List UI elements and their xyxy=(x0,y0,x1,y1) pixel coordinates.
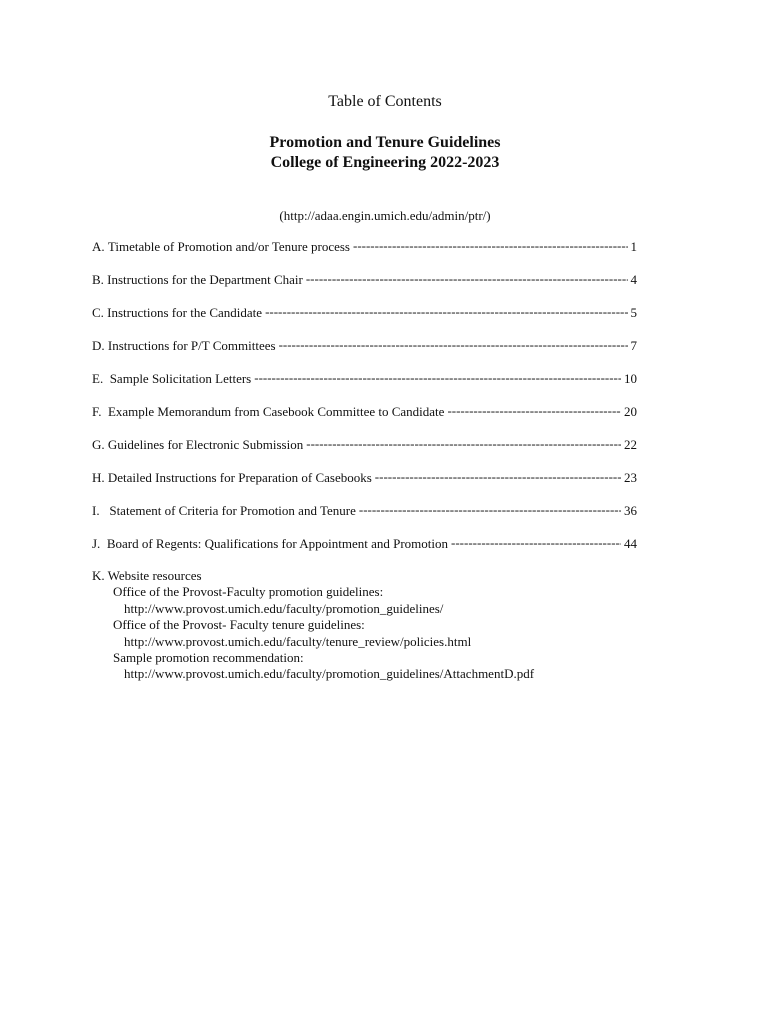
resource-promotion-guidelines-label: Office of the Provost-Faculty promotion guidelines: xyxy=(113,584,384,600)
toc-entry-page: 20 xyxy=(624,404,637,419)
toc-entry-e[interactable] xyxy=(92,370,637,403)
dot-leader xyxy=(306,436,621,449)
dot-leader xyxy=(265,304,627,317)
dot-leader xyxy=(254,370,621,383)
toc-entry-letter: F. xyxy=(92,404,102,419)
resource-tenure-guidelines-label: Office of the Provost- Faculty tenure guidelines: xyxy=(113,617,365,633)
toc-entry-page: 22 xyxy=(624,437,637,452)
toc-entry-letter: I. xyxy=(92,503,100,518)
toc-entry-f[interactable] xyxy=(92,403,637,436)
dot-leader xyxy=(447,403,621,416)
title-line-1: Promotion and Tenure Guidelines xyxy=(269,134,501,151)
guidelines-url: (http://adaa.engin.umich.edu/admin/ptr/) xyxy=(279,208,491,223)
toc-entry-i[interactable] xyxy=(92,502,637,535)
toc-entry-title: Guidelines for Electronic Submission xyxy=(107,437,304,452)
toc-entry-letter: C. xyxy=(92,305,104,320)
toc-entry-letter: J. xyxy=(92,536,101,551)
toc-entry-a[interactable] xyxy=(92,238,637,271)
resource-sample-recommendation-link[interactable]: http://www.provost.umich.edu/faculty/promotion_guidelines/AttachmentD.pdf xyxy=(124,666,535,682)
toc-entry-b[interactable] xyxy=(92,271,637,304)
dot-leader xyxy=(306,271,628,284)
toc-entry-letter: H. xyxy=(92,470,105,485)
toc-entry-letter: D. xyxy=(92,338,105,353)
toc-entry-letter: G. xyxy=(92,437,105,452)
resource-sample-recommendation-label: Sample promotion recommendation: xyxy=(113,650,304,666)
toc-entry-g[interactable] xyxy=(92,436,637,469)
website-resources xyxy=(92,568,534,683)
toc-entry-title: Timetable of Promotion and/or Tenure process xyxy=(107,239,350,254)
dot-leader xyxy=(359,502,621,515)
toc-entry-page: 10 xyxy=(624,371,637,386)
toc-entry-letter: B. xyxy=(92,272,104,287)
toc-entry-page: 36 xyxy=(624,503,637,518)
toc-entry-j[interactable] xyxy=(92,535,637,568)
resources-heading: K. Website resources xyxy=(92,568,202,583)
toc-entry-title: Instructions for P/T Committees xyxy=(107,338,276,353)
toc-list xyxy=(92,238,637,568)
toc-entry-page: 44 xyxy=(624,536,637,551)
toc-heading: Table of Contents xyxy=(328,93,442,110)
dot-leader xyxy=(375,469,621,482)
dot-leader xyxy=(353,238,628,251)
resource-promotion-guidelines-link[interactable]: http://www.provost.umich.edu/faculty/promotion_guidelines/ xyxy=(124,600,444,616)
toc-entry-page: 1 xyxy=(630,239,637,254)
toc-entry-letter: E. xyxy=(92,371,104,386)
toc-entry-title: Board of Regents: Qualifications for Appointment and Promotion xyxy=(106,536,449,551)
toc-entry-title: Example Memorandum from Casebook Committee to Candidate xyxy=(107,404,445,419)
title-line-2: College of Engineering 2022-2023 xyxy=(270,154,500,171)
toc-entry-title: Instructions for the Department Chair xyxy=(107,272,303,287)
dot-leader xyxy=(451,535,621,548)
toc-entry-title: Detailed Instructions for Preparation of Casebooks xyxy=(107,470,372,485)
toc-entry-c[interactable] xyxy=(92,304,637,337)
toc-entry-title: Statement of Criteria for Promotion and Tenure xyxy=(109,503,356,518)
toc-entry-page: 7 xyxy=(630,338,637,353)
dot-leader xyxy=(279,337,628,350)
resource-tenure-guidelines-link[interactable]: http://www.provost.umich.edu/faculty/tenure_review/policies.html xyxy=(124,633,472,649)
toc-entry-title: Instructions for the Candidate xyxy=(107,305,263,320)
toc-entry-d[interactable] xyxy=(92,337,637,370)
toc-entry-page: 23 xyxy=(624,470,637,485)
document-title xyxy=(0,133,770,173)
toc-entry-title: Sample Solicitation Letters xyxy=(109,371,252,386)
toc-entry-h[interactable] xyxy=(92,469,637,502)
toc-entry-page: 4 xyxy=(630,272,637,287)
toc-entry-page: 5 xyxy=(630,305,637,320)
toc-entry-letter: A. xyxy=(92,239,105,254)
